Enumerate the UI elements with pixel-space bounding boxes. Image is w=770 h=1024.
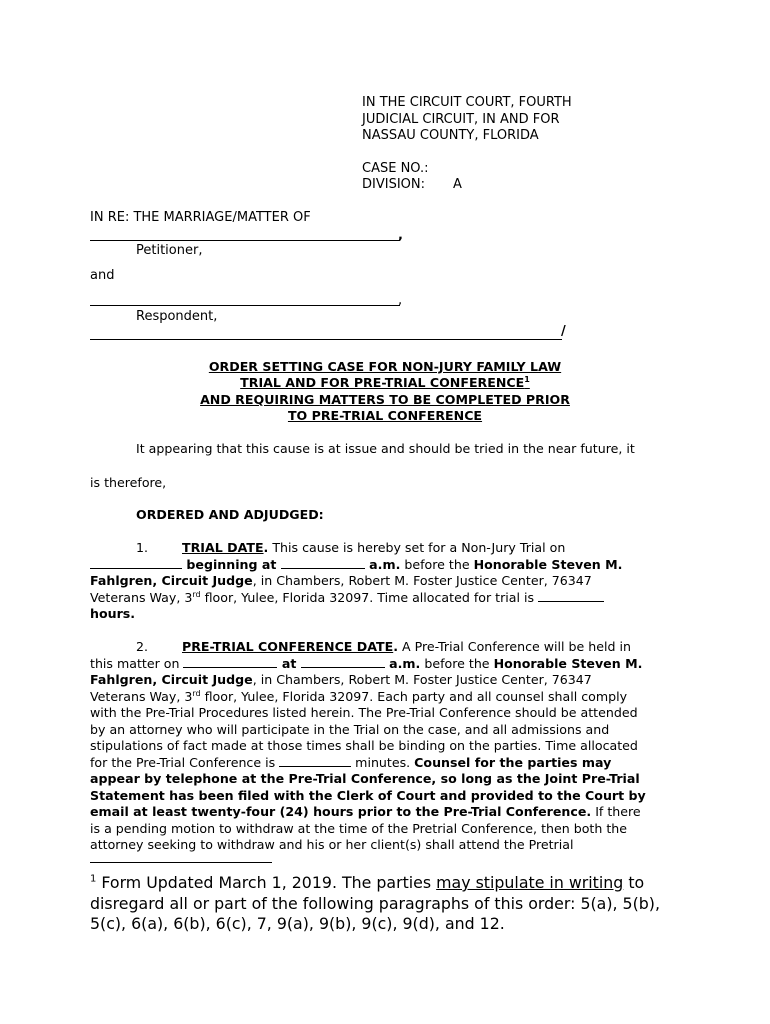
petitioner-comma: ,	[398, 228, 403, 243]
court-header-line: NASSAU COUNTY, FLORIDA	[362, 128, 539, 143]
title-line: TO PRE-TRIAL CONFERENCE	[287, 408, 483, 424]
petitioner-name-line	[90, 240, 400, 241]
paragraph-pretrial-conference: 2. PRE-TRIAL CONFERENCE DATE. A Pre-Trial Conference will be held in this matter on at a.m. before the Honorable Steven M. Fahlgren, Circuit Judge, in Chambers, Robert M. Foster Justice Center, 76347 Veterans Way, 3rd floor, Yulee, Florida 32097. Each party and all counsel shall comply with the Pre-Trial Procedures listed herein. The Pre-Trial Conference should be attended by an attorney who will participate in the Trial on the case, and all admissions and stipulations of fact made at those times shall be binding on the parties. Time allocated for the Pre-Trial Conference is minutes. Counsel for the parties may appear by telephone at the Pre-Trial Conference, so long as the Joint Pre-Trial Statement has been filed with the Clerk of Court and provided to the Court by email at least twenty-four (24) hours prior to the Pre-Trial Conference. If there is a pending motion to withdraw at the time of the Pretrial Conference, then both the attorney seeking to withdraw and his or her client(s) shall attend the Pretrial	[90, 639, 646, 852]
order-title	[90, 359, 680, 425]
intro-line-2: is therefore,	[90, 475, 167, 490]
division-label: DIVISION:	[362, 177, 425, 192]
caption-closing-line	[90, 339, 562, 340]
case-number-label: CASE NO.:	[362, 161, 429, 176]
item-number: 2.	[136, 639, 149, 654]
respondent-comma: ,	[398, 293, 403, 308]
footnote-separator	[90, 862, 272, 863]
caption-closing-slash: /	[561, 324, 566, 339]
item-heading: TRIAL DATE	[182, 540, 264, 555]
footnote: $^1$ Form Updated March 1, 2019. The parties may stipulate in writing to disregard all or part of the following paragraphs of this order: 5(a), 5(b), 5(c), 6(a), 6(b), 6(c), 7, 9(a), 9(b), 9(c), 9(d), and 12.	[90, 873, 660, 933]
item-number: 1.	[136, 540, 149, 555]
paragraph-trial-date: 1. TRIAL DATE. This cause is hereby set for a Non-Jury Trial on beginning at a.m. before the Honorable Steven M. Fahlgren, Circuit Judge, in Chambers, Robert M. Foster Justice Center, 76347 Veterans Way, 3rd floor, Yulee, Florida 32097. Time allocated for trial is hours.	[90, 540, 623, 621]
trial-time-blank	[281, 567, 365, 569]
conference-date-blank	[183, 666, 277, 668]
title-line: AND REQUIRING MATTERS TO BE COMPLETED PRIOR	[200, 391, 570, 407]
footnote-marker: 1	[90, 873, 97, 885]
petitioner-label: Petitioner,	[136, 243, 203, 258]
in-re-caption: IN RE: THE MARRIAGE/MATTER OF	[90, 210, 311, 225]
court-header	[362, 95, 572, 145]
court-header-line: IN THE CIRCUIT COURT, FOURTH	[362, 95, 572, 110]
trial-hours-blank	[538, 600, 604, 602]
and-label: and	[90, 268, 115, 283]
title-line: TRIAL AND FOR PRE-TRIAL CONFERENCE$^1$	[240, 375, 530, 391]
respondent-label: Respondent,	[136, 309, 218, 324]
intro-line-1: It appearing that this cause is at issue and should be tried in the near future, it	[136, 441, 635, 456]
respondent-name-line	[90, 305, 400, 306]
conference-time-blank	[301, 666, 385, 668]
ordered-heading: ORDERED AND ADJUDGED:	[136, 507, 324, 522]
trial-date-blank	[90, 567, 182, 569]
court-header-line: JUDICIAL CIRCUIT, IN AND FOR	[362, 111, 560, 127]
footnote-ref: 1	[524, 375, 530, 385]
division-value: A	[453, 177, 462, 192]
title-line: ORDER SETTING CASE FOR NON-JURY FAMILY LAW	[208, 359, 562, 374]
conference-minutes-blank	[279, 765, 351, 767]
item-heading: PRE-TRIAL CONFERENCE DATE	[182, 639, 394, 654]
